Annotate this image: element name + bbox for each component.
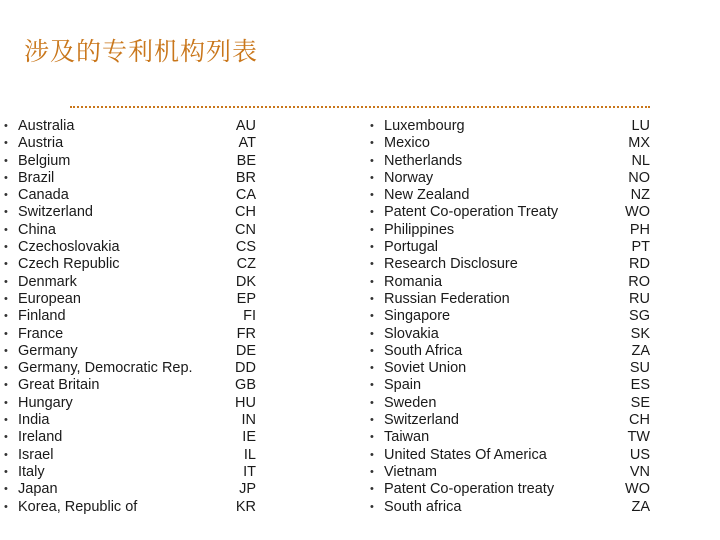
bullet-icon: • (4, 465, 8, 478)
bullet-icon: • (4, 120, 8, 132)
office-code: SK (630, 325, 650, 342)
bullet-icon: • (4, 327, 8, 340)
list-item (4, 481, 274, 498)
office-name: South Africa (384, 342, 463, 359)
list-item (370, 343, 670, 360)
office-code: CN (235, 221, 256, 238)
office-code: ES (630, 377, 650, 394)
list-item (4, 343, 274, 360)
bullet-icon: • (370, 223, 374, 236)
bullet-icon: • (370, 465, 374, 478)
bullet-icon: • (4, 137, 8, 150)
bullet-icon: • (4, 292, 8, 305)
office-name: India (18, 412, 50, 429)
bullet-icon: • (4, 379, 8, 392)
office-code: JP (239, 481, 256, 498)
list-item (4, 326, 274, 343)
bullet-icon: • (370, 310, 374, 323)
list-item (4, 118, 274, 135)
list-item (370, 464, 670, 481)
bullet-icon: • (370, 292, 374, 305)
bullet-icon: • (4, 206, 8, 219)
office-name: Slovakia (384, 325, 439, 342)
office-name: Brazil (18, 169, 55, 186)
bullet-icon: • (4, 310, 8, 323)
office-code: WO (625, 481, 650, 498)
office-name: Ireland (18, 429, 63, 446)
left-column-list (4, 118, 274, 516)
office-name: Czechoslovakia (18, 239, 120, 256)
office-code: NO (628, 169, 650, 186)
bullet-icon: • (4, 414, 8, 427)
bullet-icon: • (370, 258, 374, 271)
office-code: MX (628, 135, 650, 152)
bullet-icon: • (370, 396, 374, 409)
office-name: Korea, Republic of (18, 498, 138, 515)
bullet-icon: • (4, 500, 8, 513)
office-code: SU (629, 360, 650, 377)
office-name: Soviet Union (384, 360, 467, 377)
list-item (4, 360, 274, 377)
bullet-icon: • (4, 483, 8, 496)
office-name: United States Of America (384, 446, 547, 463)
list-item (4, 153, 274, 170)
office-code: EP (236, 290, 256, 307)
office-name: Czech Republic (18, 256, 120, 273)
office-code: NZ (630, 187, 650, 204)
bullet-icon: • (370, 171, 374, 184)
bullet-icon: • (4, 275, 8, 288)
office-name: Philippines (384, 221, 455, 238)
office-code: CA (235, 187, 256, 204)
office-code: HU (235, 394, 256, 411)
office-name: Russian Federation (384, 290, 510, 307)
office-name: Australia (18, 118, 75, 134)
page-title: 涉及的专利机构列表 (24, 37, 259, 66)
office-code: RD (629, 256, 650, 273)
office-name: France (18, 325, 64, 342)
office-code: DD (235, 360, 256, 377)
bullet-icon: • (4, 448, 8, 461)
office-code: AU (235, 118, 256, 134)
office-name: Portugal (384, 239, 439, 256)
list-item (370, 360, 670, 377)
list-item (370, 326, 670, 343)
office-code: CH (235, 204, 256, 221)
list-item (370, 170, 670, 187)
bullet-icon: • (370, 154, 374, 167)
office-name: Research Disclosure (384, 256, 518, 273)
list-item (4, 412, 274, 429)
office-code: AT (238, 135, 256, 152)
office-name: Switzerland (384, 412, 459, 429)
office-name: Singapore (384, 308, 451, 325)
list-item (4, 222, 274, 239)
list-item (370, 412, 670, 429)
office-name: Canada (18, 187, 69, 204)
office-code: LU (631, 118, 650, 134)
bullet-icon: • (4, 396, 8, 409)
list-item (370, 222, 670, 239)
office-name: Germany, Democratic Rep. (18, 360, 193, 377)
office-name: Denmark (18, 273, 77, 290)
bullet-icon: • (4, 241, 8, 254)
bullet-icon: • (4, 258, 8, 271)
list-item (4, 187, 274, 204)
list-item (4, 308, 274, 325)
bullet-icon: • (370, 120, 374, 132)
office-code: GB (235, 377, 256, 394)
office-name: Patent Co-operation treaty (384, 481, 555, 498)
list-item (370, 395, 670, 412)
bullet-icon: • (370, 327, 374, 340)
office-name: Great Britain (18, 377, 100, 394)
office-name: Germany (18, 342, 78, 359)
bullet-icon: • (370, 483, 374, 496)
dotted-divider (70, 106, 650, 108)
office-code: PT (631, 239, 650, 256)
list-item (370, 118, 670, 135)
list-item (370, 204, 670, 221)
office-code: DK (235, 273, 256, 290)
office-code: KR (235, 498, 256, 515)
list-item (370, 377, 670, 394)
office-code: PH (629, 221, 650, 238)
list-item (370, 447, 670, 464)
office-name: Sweden (384, 394, 437, 411)
office-name: European (18, 290, 81, 307)
list-item (370, 239, 670, 256)
bullet-icon: • (4, 171, 8, 184)
bullet-icon: • (4, 154, 8, 167)
office-name: Patent Co-operation Treaty (384, 204, 559, 221)
bullet-icon: • (370, 431, 374, 444)
office-code: RU (629, 290, 650, 307)
office-code: US (629, 446, 650, 463)
list-item (370, 308, 670, 325)
office-code: IN (241, 412, 256, 429)
office-code: ZA (631, 498, 650, 515)
list-item (4, 135, 274, 152)
list-item (370, 499, 670, 516)
office-name: Mexico (384, 135, 430, 152)
list-item (4, 274, 274, 291)
bullet-icon: • (370, 379, 374, 392)
office-code: BR (235, 169, 256, 186)
office-name: Hungary (18, 394, 73, 411)
office-code: IE (242, 429, 256, 446)
list-item (370, 481, 670, 498)
office-code: VN (629, 463, 650, 480)
office-code: FI (243, 308, 256, 325)
bullet-icon: • (370, 206, 374, 219)
right-column-list (370, 118, 670, 516)
office-code: IL (243, 446, 256, 463)
office-name: Romania (384, 273, 443, 290)
list-item (370, 135, 670, 152)
list-item (370, 256, 670, 273)
list-item (4, 377, 274, 394)
office-code: TW (627, 429, 650, 446)
bullet-icon: • (370, 448, 374, 461)
office-name: Spain (384, 377, 422, 394)
office-name: Austria (18, 135, 64, 152)
bullet-icon: • (370, 189, 374, 202)
office-name: Belgium (18, 152, 71, 169)
office-code: NL (631, 152, 650, 169)
bullet-icon: • (4, 344, 8, 357)
office-name: New Zealand (384, 187, 470, 204)
list-item (370, 274, 670, 291)
office-code: IT (243, 463, 256, 480)
bullet-icon: • (370, 414, 374, 427)
bullet-icon: • (4, 223, 8, 236)
list-item (370, 153, 670, 170)
office-name: Switzerland (18, 204, 93, 221)
bullet-icon: • (4, 362, 8, 375)
office-code: CZ (236, 256, 256, 273)
office-code: BE (236, 152, 256, 169)
office-name: Taiwan (384, 429, 430, 446)
office-name: South africa (384, 498, 462, 515)
office-name: Israel (18, 446, 54, 463)
list-item (4, 429, 274, 446)
list-item (370, 187, 670, 204)
list-item (4, 204, 274, 221)
list-item (4, 447, 274, 464)
bullet-icon: • (370, 275, 374, 288)
office-code: WO (625, 204, 650, 221)
office-name: Vietnam (384, 463, 437, 480)
office-name: Norway (384, 169, 434, 186)
office-name: Italy (18, 463, 45, 480)
office-code: SE (630, 394, 650, 411)
list-item (370, 429, 670, 446)
list-item (4, 170, 274, 187)
office-name: Japan (18, 481, 58, 498)
list-item (4, 499, 274, 516)
bullet-icon: • (4, 431, 8, 444)
office-code: CS (235, 239, 256, 256)
office-code: ZA (631, 342, 650, 359)
bullet-icon: • (370, 241, 374, 254)
office-code: SG (629, 308, 650, 325)
office-name: Netherlands (384, 152, 463, 169)
list-item (4, 291, 274, 308)
list-item (4, 395, 274, 412)
office-code: RO (628, 273, 650, 290)
office-name: Finland (18, 308, 66, 325)
office-name: Luxembourg (384, 118, 465, 134)
bullet-icon: • (370, 362, 374, 375)
bullet-icon: • (370, 344, 374, 357)
office-code: DE (235, 342, 256, 359)
bullet-icon: • (370, 500, 374, 513)
office-code: FR (236, 325, 256, 342)
bullet-icon: • (370, 137, 374, 150)
office-name: China (18, 221, 56, 238)
bullet-icon: • (4, 189, 8, 202)
list-item (4, 464, 274, 481)
list-item (370, 291, 670, 308)
list-item (4, 239, 274, 256)
list-item (4, 256, 274, 273)
office-code: CH (629, 412, 650, 429)
